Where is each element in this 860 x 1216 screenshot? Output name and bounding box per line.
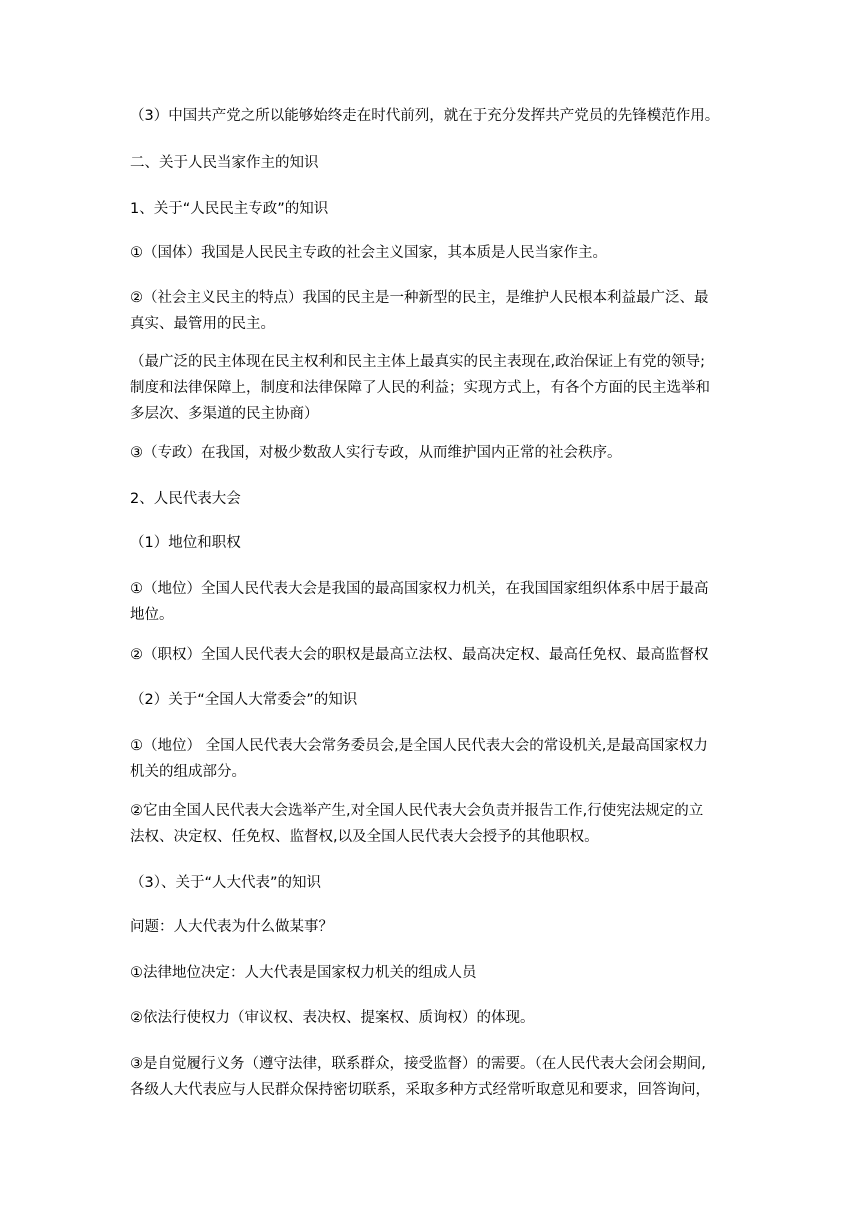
subheading-npc: 2、人民代表大会 <box>130 491 241 507</box>
paragraph-committee-status <box>130 733 740 785</box>
paragraph-state-system: ①（国体）我国是人民民主专政的社会主义国家，其本质是人民当家作主。 <box>130 245 607 261</box>
paragraph-legal-status: ①法律地位决定：人大代表是国家权力机关的组成人员 <box>130 965 477 981</box>
paragraph-democracy-explanation <box>130 349 740 427</box>
paragraph-dictatorship: ③（专政）在我国，对极少数敌人实行专政，从而维护国内正常的社会秩序。 <box>130 445 622 461</box>
text-line: 地位。 <box>130 607 174 623</box>
subheading-standing-committee: （2）关于“全国人大常委会”的知识 <box>130 692 358 708</box>
text-line: ③是自觉履行义务（遵守法律，联系群众，接受监督）的需要。（在人民代表大会闭会期间, <box>130 1056 706 1072</box>
subheading-status-powers: （1）地位和职权 <box>130 535 241 551</box>
paragraph-npc-status <box>130 576 740 628</box>
text-line: ②它由全国人民代表大会选举产生,对全国人民代表大会负责并报告工作,行使宪法规定的立 <box>130 803 704 819</box>
paragraph-exercise-power: ②依法行使权力（审议权、表决权、提案权、质询权）的体现。 <box>130 1010 535 1026</box>
text-line: ①（地位）全国人民代表大会是我国的最高国家权力机关，在我国国家组织体系中居于最高 <box>130 581 709 597</box>
paragraph-npc-powers: ②（职权）全国人民代表大会的职权是最高立法权、最高决定权、最高任免权、最高监督权 <box>130 647 709 663</box>
subheading-democratic-dictatorship: 1、关于“人民民主专政”的知识 <box>130 201 329 217</box>
text-line: 机关的组成部分。 <box>130 764 246 780</box>
paragraph-fulfil-duties <box>130 1051 740 1103</box>
text-line: 真实、最管用的民主。 <box>130 316 275 332</box>
text-line: 制度和法律保障上，制度和法律保障了人民的利益；实现方式上，有各个方面的民主选举和 <box>130 380 710 396</box>
text-line: 多层次、多渠道的民主协商） <box>130 406 319 422</box>
paragraph-socialist-democracy <box>130 285 740 337</box>
paragraph-committee-election <box>130 798 740 850</box>
paragraph-party-vanguard: （3）中国共产党之所以能够始终走在时代前列，就在于充分发挥共产党员的先锋模范作用。 <box>130 108 720 124</box>
text-line: （最广泛的民主体现在民主权利和民主主体上最真实的民主表现在,政治保证上有党的领导; <box>130 354 705 370</box>
text-line: ①（地位） 全国人民代表大会常务委员会,是全国人民代表大会的常设机关,是最高国家权力 <box>130 738 708 754</box>
paragraph-question: 问题：人大代表为什么做某事？ <box>130 919 333 935</box>
section-heading-people-masters: 二、关于人民当家作主的知识 <box>130 155 319 171</box>
subheading-deputies: （3）、关于“人大代表”的知识 <box>130 875 321 891</box>
text-line: 各级人大代表应与人民群众保持密切联系，采取多种方式经常听取意见和要求，回答询问， <box>130 1082 710 1098</box>
text-line: 法权、决定权、任免权、监督权,以及全国人民代表大会授予的其他职权。 <box>130 829 599 845</box>
text-line: ②（社会主义民主的特点）我国的民主是一种新型的民主，是维护人民根本利益最广泛、最 <box>130 290 709 306</box>
